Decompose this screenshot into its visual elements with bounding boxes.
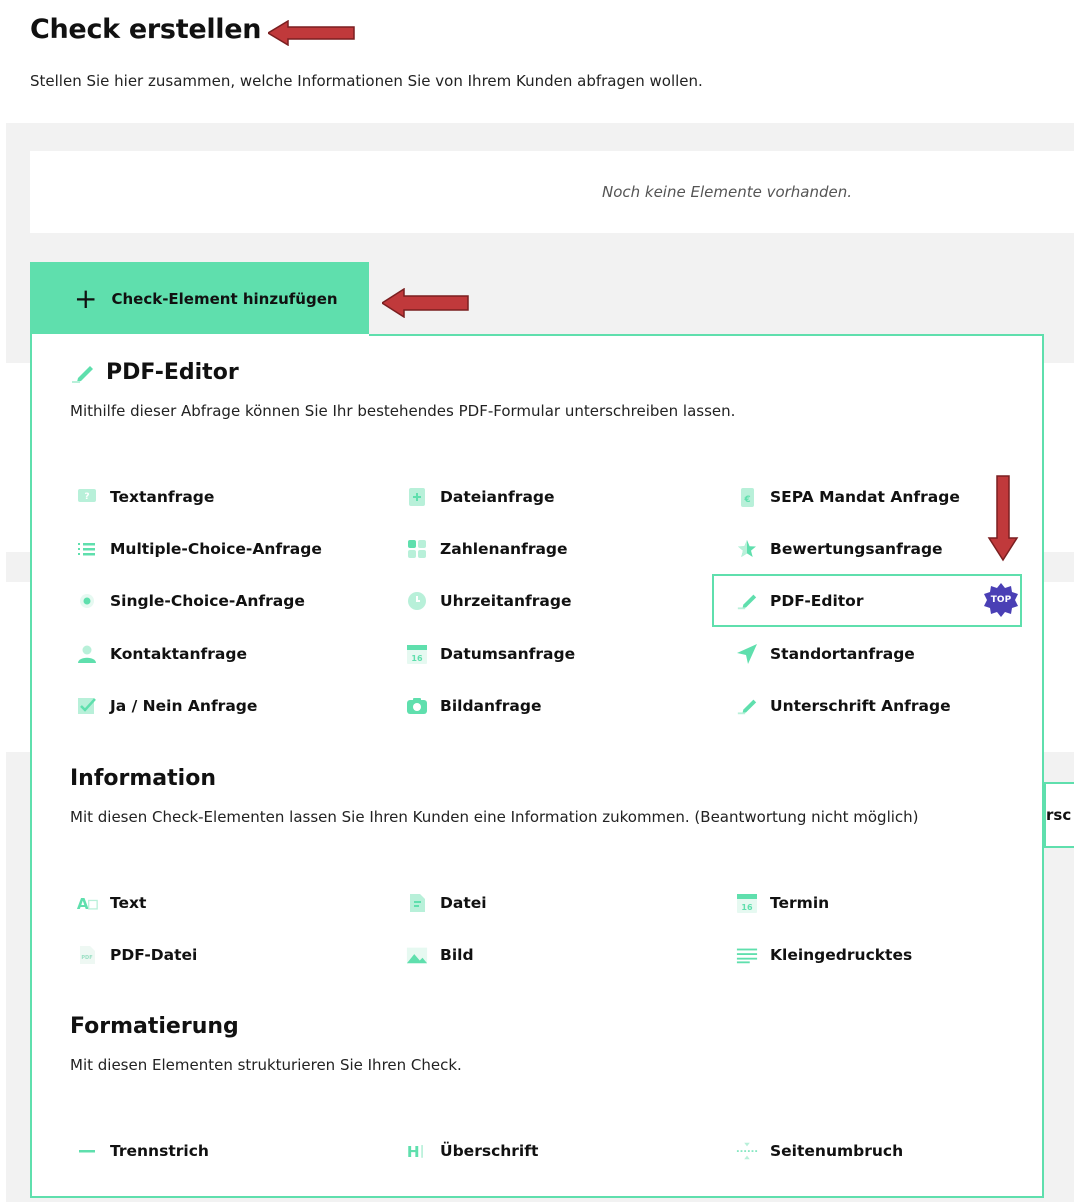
file-icon xyxy=(406,892,428,914)
information-item[interactable]: PDF PDF-Datei xyxy=(76,940,197,970)
location-arrow-icon xyxy=(736,643,758,665)
empty-elements-box xyxy=(30,151,1074,233)
list-icon xyxy=(76,538,98,560)
file-plus-icon xyxy=(406,486,428,508)
clock-icon xyxy=(406,590,428,612)
information-section-description: Mit diesen Check-Elementen lassen Sie Ihren Kunden eine Information zukommen. (Beantwortung nicht möglich) xyxy=(70,808,919,826)
information-item[interactable]: Datei xyxy=(406,888,487,918)
camera-icon xyxy=(406,695,428,717)
calendar-icon xyxy=(406,643,428,665)
preview-button[interactable]: rsc xyxy=(1044,782,1074,848)
text-icon xyxy=(76,892,98,914)
pen-icon xyxy=(70,362,96,384)
divider-icon xyxy=(76,1140,98,1162)
svg-text:16: 16 xyxy=(741,903,753,912)
question-item[interactable]: € SEPA Mandat Anfrage xyxy=(736,482,960,512)
question-item[interactable]: Single-Choice-Anfrage xyxy=(76,586,305,616)
formatting-section-title: Formatierung xyxy=(70,1014,239,1039)
svg-text:A: A xyxy=(76,894,89,913)
image-icon xyxy=(406,944,428,966)
empty-state-text: Noch keine Elemente vorhanden. xyxy=(601,183,853,201)
signature-icon xyxy=(736,695,758,717)
question-item[interactable]: Standortanfrage xyxy=(736,639,915,669)
radio-icon xyxy=(76,590,98,612)
add-check-element-label: Check-Element hinzufügen xyxy=(111,289,338,308)
svg-text:?: ? xyxy=(84,492,90,502)
calendar-icon xyxy=(736,892,758,914)
svg-text:€: € xyxy=(744,495,751,505)
checkbox-icon xyxy=(76,695,98,717)
information-section-title: Information xyxy=(70,766,216,791)
information-item[interactable]: Kleingedrucktes xyxy=(736,940,912,970)
annotation-arrow-down-icon xyxy=(987,474,1019,562)
question-item[interactable]: Uhrzeitanfrage xyxy=(406,586,571,616)
svg-text:H: H xyxy=(406,1142,420,1161)
element-picker-panel xyxy=(30,334,1044,1198)
information-item[interactable]: Bild xyxy=(406,940,474,970)
panel-top-border xyxy=(369,334,1044,336)
annotation-arrow-left-icon xyxy=(382,288,472,318)
information-item[interactable]: A Text xyxy=(76,894,147,913)
pdf-section-title: PDF-Editor xyxy=(70,360,239,385)
pdf-file-icon xyxy=(76,944,98,966)
lines-icon xyxy=(736,944,758,966)
formatting-item[interactable]: H Überschrift xyxy=(406,1142,539,1161)
question-item-selected[interactable]: PDF-Editor xyxy=(712,574,1022,627)
plus-icon: + xyxy=(74,281,98,315)
question-item[interactable]: Bewertungsanfrage xyxy=(736,534,943,564)
svg-text:16: 16 xyxy=(411,654,423,663)
top-badge xyxy=(983,582,1019,618)
question-item[interactable]: Dateianfrage xyxy=(406,482,555,512)
page-break-icon xyxy=(736,1140,758,1162)
question-bubble-icon xyxy=(76,486,98,508)
question-item[interactable]: Unterschrift Anfrage xyxy=(736,691,951,721)
question-item[interactable]: Multiple-Choice-Anfrage xyxy=(76,534,322,564)
pen-icon xyxy=(736,590,758,612)
annotation-arrow-left-icon xyxy=(268,20,358,46)
formatting-item[interactable]: Seitenumbruch xyxy=(736,1136,903,1166)
question-item[interactable]: Kontaktanfrage xyxy=(76,639,247,669)
person-icon xyxy=(76,643,98,665)
question-item[interactable]: ? Textanfrage xyxy=(76,482,214,512)
heading-icon xyxy=(406,1140,428,1162)
question-item[interactable]: 16 Datumsanfrage xyxy=(406,639,575,669)
formatting-item[interactable]: Trennstrich xyxy=(76,1136,209,1166)
number-grid-icon xyxy=(406,538,428,560)
information-item[interactable]: 16 Termin xyxy=(736,888,829,918)
euro-document-icon xyxy=(736,486,758,508)
add-check-element-button[interactable] xyxy=(30,262,369,335)
page-subtitle: Stellen Sie hier zusammen, welche Informationen Sie von Ihrem Kunden abfragen wollen. xyxy=(30,72,703,90)
star-icon xyxy=(736,538,758,560)
pdf-section-description: Mithilfe dieser Abfrage können Sie Ihr bestehendes PDF-Formular unterschreiben lassen. xyxy=(70,402,736,420)
svg-text:PDF: PDF xyxy=(81,955,93,961)
question-item[interactable]: Zahlenanfrage xyxy=(406,534,568,564)
top-badge-label: TOP xyxy=(990,595,1012,605)
formatting-section-description: Mit diesen Elementen strukturieren Sie Ihren Check. xyxy=(70,1056,462,1074)
question-item[interactable]: Ja / Nein Anfrage xyxy=(76,691,257,721)
question-item[interactable]: Bildanfrage xyxy=(406,691,541,721)
page-title: Check erstellen xyxy=(30,14,262,45)
